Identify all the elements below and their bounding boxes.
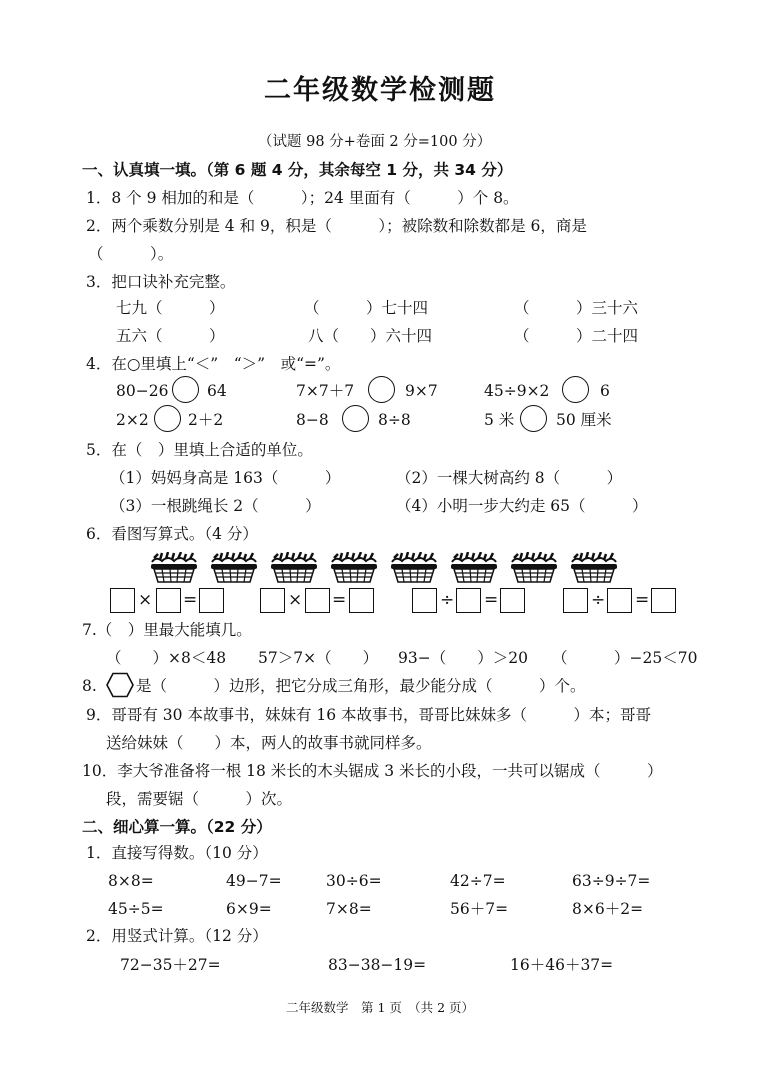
q7-item: （ ）−25＜70: [552, 649, 698, 667]
compare-circle[interactable]: [520, 405, 547, 432]
operator-sign: =: [635, 590, 650, 610]
q5-item: （3）一根跳绳长 2（ ）: [110, 497, 321, 515]
question-10-line-2: 段，需要锯（ ）次。: [106, 790, 293, 808]
answer-box[interactable]: [651, 588, 676, 613]
q4-right: 6: [600, 382, 610, 400]
q7-item: 57＞7×（ ）: [258, 649, 379, 667]
question-7: 7.（ ）里最大能填几。: [82, 621, 252, 639]
question-2-1: 1．直接写得数。（10 分）: [86, 844, 268, 862]
question-2-line-2: （ ）。: [88, 245, 174, 263]
calc-item: 6×9=: [226, 900, 272, 918]
basket-icon: [450, 552, 498, 584]
question-1: 1．8 个 9 相加的和是（ ）；24 里面有（ ）个 8。: [86, 189, 519, 207]
answer-box[interactable]: [412, 588, 437, 613]
section-2-heading: 二、细心算一算。（22 分）: [82, 818, 272, 836]
answer-box[interactable]: [156, 588, 181, 613]
q4-left: 2×2: [116, 411, 149, 429]
vertical-calc-item: 83−38−19=: [328, 956, 427, 974]
q3-item: 五六（ ）: [116, 327, 225, 345]
answer-box[interactable]: [500, 588, 525, 613]
q4-right: 8÷8: [378, 411, 411, 429]
section-1-heading: 一、认真填一填。（第 6 题 4 分，其余每空 1 分，共 34 分）: [82, 161, 513, 179]
q3-item: （ ）七十四: [304, 299, 429, 317]
q4-left: 80−26: [116, 382, 169, 400]
basket-icon: [270, 552, 318, 584]
answer-box[interactable]: [349, 588, 374, 613]
basket-icon: [210, 552, 258, 584]
basket-icon: [390, 552, 438, 584]
question-8-number: 8.: [82, 677, 97, 695]
score-note: （试题 98 分+卷面 2 分=100 分）: [258, 134, 492, 150]
basket-icon: [570, 552, 618, 584]
operator-sign: ÷: [440, 590, 455, 610]
operator-sign: =: [183, 590, 198, 610]
q3-item: 七九（ ）: [116, 299, 225, 317]
answer-box[interactable]: [260, 588, 285, 613]
q3-item: （ ）三十六: [514, 299, 639, 317]
calc-item: 7×8=: [326, 900, 372, 918]
answer-box[interactable]: [563, 588, 588, 613]
calc-item: 30÷6=: [326, 872, 382, 890]
calc-item: 45÷5=: [108, 900, 164, 918]
compare-circle[interactable]: [368, 376, 395, 403]
operator-sign: ÷: [591, 590, 606, 610]
operator-sign: ×: [138, 590, 153, 610]
question-10-line-1: 10．李大爷准备将一根 18 米长的木头锯成 3 米长的小段，一共可以锯成（ ）: [82, 762, 663, 780]
q4-right: 2＋2: [188, 411, 224, 429]
q3-item: 八（ ）六十四: [308, 327, 433, 345]
question-9-line-1: 9．哥哥有 30 本故事书，妹妹有 16 本故事书，哥哥比妹妹多（ ）本；哥哥: [86, 706, 652, 724]
q4-left: 45÷9×2: [484, 382, 550, 400]
basket-icon: [510, 552, 558, 584]
q4-right: 64: [207, 382, 227, 400]
compare-circle[interactable]: [342, 405, 369, 432]
q4-left: 7×7＋7: [296, 382, 355, 400]
calc-item: 56＋7=: [450, 900, 509, 918]
answer-box[interactable]: [305, 588, 330, 613]
operator-sign: =: [332, 590, 347, 610]
compare-circle[interactable]: [154, 405, 181, 432]
page-footer: 二年级数学 第 1 页 （共 2 页）: [285, 1000, 475, 1015]
vertical-calc-item: 72−35＋27=: [120, 956, 221, 974]
q7-item: 93−（ ）＞20: [398, 649, 528, 667]
answer-box[interactable]: [110, 588, 135, 613]
question-2-line-1: 2．两个乘数分别是 4 和 9，积是（ ）；被除数和除数都是 6，商是: [86, 217, 587, 235]
q5-item: （4）小明一步大约走 65（ ）: [396, 497, 648, 515]
answer-box[interactable]: [456, 588, 481, 613]
q4-right: 50 厘米: [556, 411, 612, 429]
q3-item: （ ）二十四: [514, 327, 639, 345]
question-3: 3．把口诀补充完整。: [86, 273, 236, 291]
calc-item: 63÷9÷7=: [572, 872, 651, 890]
q4-right: 9×7: [405, 382, 438, 400]
vertical-calc-item: 16＋46＋37=: [510, 956, 614, 974]
question-9-line-2: 送给妹妹（ ）本，两人的故事书就同样多。: [106, 734, 432, 752]
operator-sign: =: [484, 590, 499, 610]
q7-item: （ ）×8＜48: [106, 649, 227, 667]
basket-icon: [150, 552, 198, 584]
question-2-2: 2．用竖式计算。（12 分）: [86, 927, 268, 945]
question-8: 是（ ）边形，把它分成三角形，最少能分成（ ）个。: [136, 677, 586, 695]
answer-box[interactable]: [607, 588, 632, 613]
question-4: 4．在○里填上“＜” “＞” 或“=”。: [86, 355, 341, 373]
question-5: 5．在（ ）里填上合适的单位。: [86, 441, 313, 459]
calc-item: 42÷7=: [450, 872, 506, 890]
answer-box[interactable]: [199, 588, 224, 613]
calc-item: 8×6＋2=: [572, 900, 644, 918]
operator-sign: ×: [288, 590, 303, 610]
compare-circle[interactable]: [172, 376, 199, 403]
compare-circle[interactable]: [562, 376, 589, 403]
hexagon-icon: [106, 672, 134, 698]
page-title: 二年级数学检测题: [264, 75, 496, 106]
calc-item: 49−7=: [226, 872, 282, 890]
q4-left: 8−8: [296, 411, 329, 429]
q5-item: （1）妈妈身高是 163（ ）: [110, 469, 341, 487]
basket-icon: [330, 552, 378, 584]
calc-item: 8×8=: [108, 872, 154, 890]
q4-left: 5 米: [484, 411, 515, 429]
q5-item: （2）一棵大树高约 8（ ）: [396, 469, 623, 487]
question-6: 6．看图写算式。（4 分）: [86, 525, 258, 543]
